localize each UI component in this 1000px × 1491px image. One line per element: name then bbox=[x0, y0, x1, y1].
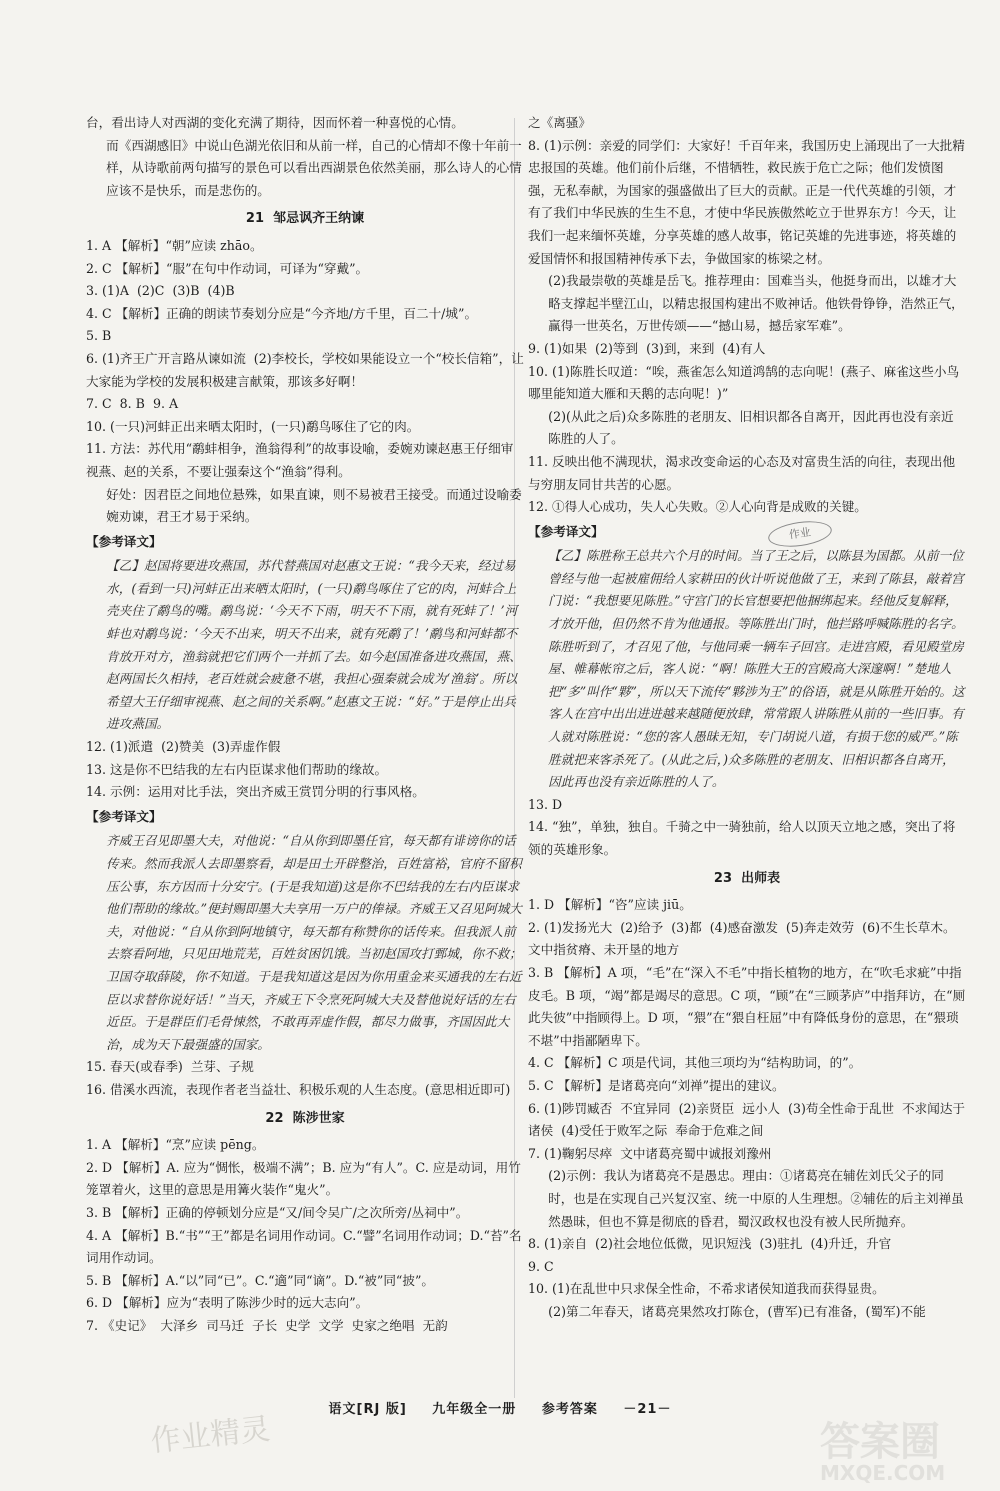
left-column bbox=[86, 112, 524, 1337]
answer-line: 7. C 8. B 9. A bbox=[86, 396, 179, 412]
answer-line: 12. ①得人心成功，失人心失败。②人心向背是成败的关键。 bbox=[528, 499, 867, 515]
answer-line: 5. C 【解析】是诸葛亮向“刘禅”提出的建议。 bbox=[528, 1077, 785, 1093]
reference-translation-label: 【参考译文】 bbox=[528, 523, 604, 539]
answer-line: 好处：因君臣之间地位悬殊，如果直谏，则不易被君王接受。而通过设喻委婉劝谏，君王才易于采纳。 bbox=[106, 486, 522, 525]
translation-paragraph: 【乙】陈胜称王总共六个月的时间。当了王之后，以陈县为国都。从前一位曾经与他一起被雇佣给人家耕田的伙计听说他做了王，来到了陈县，敲着宫门说：“我想要见陈胜。”守宫门的长官想要把他捆绑起来。经他反复解释，才放开他，但仍然不肯为他通报。等陈胜出门时，他拦路呼喊陈胜的名字。陈胜听到了，才召见了他，与他同乘一辆车子回宫。走进宫殿，看见殿堂房屋、帷幕帐帘之后，客人说：“啊！陈胜大王的宫殿高大深邃啊！”楚地人把“多”叫作“夥”，所以天下流传“夥涉为王”的俗语，就是从陈胜开始的。这客人在宫中出出进进越来越随便放肆，常常跟人讲陈胜从前的一些旧事。有人就对陈胜说：“您的客人愚昧无知，专门胡说八道，有损于您的威严。”陈胜就把来客杀死了。(从此之后，)众多陈胜的老朋友、旧相识都各自离开，因此再也没有亲近陈胜的人了。 bbox=[548, 548, 965, 790]
answer-line: 台，看出诗人对西湖的变化充满了期待，因而怀着一种喜悦的心情。 bbox=[86, 115, 464, 130]
answer-line: 1. D 【解析】“咨”应读 jiū。 bbox=[528, 897, 692, 913]
answer-line: 8. (1)亲自 (2)社会地位低微，见识短浅 (3)驻扎 (4)升迁，升官 bbox=[528, 1236, 892, 1252]
answer-line: 10. (1)陈胜长叹道：“唉，燕雀怎么知道鸿鹄的志向呢！(燕子、麻雀这些小鸟哪里能知道大雁和天鹅的志向呢！)” bbox=[528, 363, 960, 402]
answer-line: 4. A 【解析】B.“书”“王”都是名词用作动词。C.“譬”名词用作动词；D.“苔”名词用作动词。 bbox=[86, 1227, 522, 1266]
footer-page-number: －21－ bbox=[623, 1402, 672, 1417]
section-heading: 21 邹忌讽齐王纳谏 bbox=[245, 211, 365, 227]
answer-line: 6. (1)齐王广开言路从谏如流 (2)李校长，学校如果能设立一个“校长信箱”，让大家能为学校的发展积极建言献策，那该多好啊！ bbox=[86, 350, 524, 389]
footer-grade: 九年级全一册 bbox=[432, 1402, 517, 1417]
answer-line: 15. 春天(或春季) 兰芽、子规 bbox=[86, 1059, 254, 1075]
answer-line: 7. 《史记》 大泽乡 司马迁 子长 史学 文学 史家之绝唱 无韵 bbox=[86, 1317, 448, 1333]
section-heading: 23 出师表 bbox=[713, 870, 781, 886]
translation-paragraph: 齐威王召见即墨大夫，对他说：“自从你到即墨任官，每天都有诽谤你的话传来。然而我派人去即墨察看，却是田土开辟整治，百姓富裕，官府不留积压公事，东方因而十分安宁。(于是我知道)这是你不巴结我的左右内臣谋求他们帮助的缘故。”便封赐即墨大夫享用一万户的俸禄。齐威王又召见阿城大夫，对他说：“自从你到阿地镇守，每天都有称赞你的话传来。但我派人前去察看阿地，只见田地荒芜，百姓贫困饥饿。当初赵国攻打鄄城，你不救；卫国夺取薛陵，你不知道。于是我知道这是因为你用重金来买通我的左右近臣以求替你说好话！”当天，齐威王下令烹死阿城大夫及替他说好话的左右近臣。于是群臣们毛骨悚然，不敢再弄虚作假，都尽力做事，齐国因此大治，成为天下最强盛的国家。 bbox=[106, 833, 522, 1052]
answer-line: 10. (一只)河蚌正出来晒太阳时，(一只)鹬鸟啄住了它的肉。 bbox=[86, 418, 420, 434]
answer-line: 13. 这是你不巴结我的左右内臣谋求他们帮助的缘故。 bbox=[86, 761, 388, 777]
right-column bbox=[528, 112, 966, 1323]
answer-line: 8. (1)示例：亲爱的同学们：大家好！千百年来，我国历史上涌现出了一大批精忠报国的英雄。他们前仆后继，不惜牺牲，救民族于危亡之际；他们发愤图强，无私奉献，为国家的强盛做出了巨大的贡献。正是一代代英雄的引领，才有了我们中华民族的生生不息，才使中华民族傲然屹立于世界东方！今天，让我们一起来缅怀英雄，分享英雄的感人故事，铭记英雄的先进事迹，将英雄的爱国情怀和报国精神传承下去，争做国家的栋梁之材。 bbox=[528, 137, 965, 266]
answer-line: 3. (1)A (2)C (3)B (4)B bbox=[86, 283, 235, 299]
answer-line: 4. C 【解析】正确的朗读节奏划分应是“今齐地/方千里，百二十/城”。 bbox=[86, 305, 478, 321]
answer-line: 9. (1)如果 (2)等到 (3)到，来到 (4)有人 bbox=[528, 340, 766, 356]
answer-line: 6. (1)陟罚臧否 不宜异同 (2)亲贤臣 远小人 (3)苟全性命于乱世 不求闻达于诸侯 (4)受任于败军之际 奉命于危难之间 bbox=[528, 1100, 966, 1139]
answer-line: 1. A 【解析】“烹”应读 pēng。 bbox=[86, 1137, 265, 1153]
answer-line: (2)第二年春天，诸葛亮果然攻打陈仓，(曹军)已有准备，(蜀军)不能 bbox=[548, 1303, 926, 1319]
answer-line: (2)我最崇敬的英雄是岳飞。推荐理由：国难当头，他挺身而出，以雄才大略支撑起半壁江山，以精忠报国构建出不败神话。他铁骨铮铮，浩然正气，赢得一世英名，万世传颂——“撼山易，撼岳家军难”。 bbox=[548, 273, 964, 334]
reference-translation-label: 【参考译文】 bbox=[86, 808, 162, 824]
watermark-logo-text: 答案圈 bbox=[820, 1419, 940, 1465]
answer-line: 10. (1)在乱世中只求保全性命，不希求诸侯知道我而获得显贵。 bbox=[528, 1281, 885, 1297]
answer-line: 14. “独”，单独，独自。千骑之中一骑独前，给人以顶天立地之感，突出了将领的英雄形象。 bbox=[528, 819, 956, 857]
answer-line: 3. B 【解析】正确的停顿划分应是“又/间令吴广/之次所旁/丛祠中”。 bbox=[86, 1204, 469, 1220]
answer-line: 7. (1)鞠躬尽瘁 文中诸葛亮蜀中诚报刘豫州 bbox=[528, 1145, 772, 1161]
answer-line: 3. B 【解析】A 项，“毛”在“深入不毛”中指长植物的地方，在“吹毛求疵”中指皮毛。B 项，“竭”都是竭尽的意思。C 项，“顾”在“三顾茅庐”中指拜访，在“厕此失彼”中指顾得上。D 项，“猥”在“猥自枉屈”中有降低身份的意思，在“猥琐不堪”中指鄙陋卑下。 bbox=[528, 964, 966, 1048]
answer-line: 而《西湖感旧》中说山色湖光依旧和从前一样，自己的心情却不像十年前一样，从诗歌前两句描写的景色可以看出西湖景色依然美丽，那么诗人的心情应该不是快乐，而是悲伤的。 bbox=[106, 137, 522, 198]
answer-line: 2. (1)发扬光大 (2)给予 (3)都 (4)感奋激发 (5)奔走效劳 (6)不生长草木。文中指贫瘠、未开垦的地方 bbox=[528, 919, 956, 958]
answer-line: (2)示例：我认为诸葛亮不是愚忠。理由：①诸葛亮在辅佐刘氏父子的同时，也是在实现自己兴复汉室、统一中原的人生理想。②辅佐的后主刘禅虽然愚昧，但也不算是彻底的昏君，蜀汉政权也没有被人民所抛弃。 bbox=[548, 1168, 964, 1229]
watermark-url: MXQE.COM bbox=[820, 1461, 946, 1485]
watermark-right bbox=[820, 1410, 960, 1485]
translation-paragraph: 【乙】赵国将要进攻燕国，苏代替燕国对赵惠文王说：“我今天来，经过易水，(看到一只)河蚌正出来晒太阳时，(一只)鹬鸟啄住了它的肉，河蚌合上壳夹住了鹬鸟的嘴。鹬鸟说：‘今天不下雨，明天不下雨，就有死蚌了！’河蚌也对鹬鸟说：‘今天不出来，明天不出来，就有死鹬了！’鹬鸟和河蚌都不肯放开对方，渔翁就把它们两个一并抓了去。如今赵国准备进攻燕国，燕、赵两国长久相持，老百姓就会疲惫不堪，我担心强秦就会成为‘渔翁’。所以希望大王仔细审视燕、赵之间的关系啊。”赵惠文王说：“好。”于是停止出兵进攻燕国。 bbox=[106, 558, 522, 732]
answer-line: 11. 反映出他不满现状，渴求改变命运的心态及对富贵生活的向往，表现出他与穷朋友同甘共苦的心愿。 bbox=[528, 453, 956, 492]
answer-line: 14. 示例：运用对比手法，突出齐威王赏罚分明的行事风格。 bbox=[86, 784, 425, 800]
answer-line: 13. D bbox=[528, 796, 563, 812]
stamp-mark: 作业 bbox=[767, 518, 834, 551]
answer-line: 16. 借溪水西流，表现作者老当益壮、积极乐观的人生态度。(意思相近即可) bbox=[86, 1081, 511, 1097]
answer-line: 1. A 【解析】“朝”应读 zhāo。 bbox=[86, 237, 263, 253]
answer-line: 4. C 【解析】C 项是代词，其他三项均为“结构助词，的”。 bbox=[528, 1055, 862, 1071]
footer-subject: 语文[RJ 版] bbox=[328, 1402, 407, 1417]
answer-line: 6. D 【解析】应为“表明了陈涉少时的远大志向”。 bbox=[86, 1295, 369, 1311]
answer-line: 2. D 【解析】A. 应为“惆怅，极端不满”；B. 应为“有人”。C. 应是动词，用竹笼罩着火，这里的意思是用篝火装作“鬼火”。 bbox=[86, 1159, 521, 1198]
answer-line: 2. C 【解析】“服”在句中作动词，可译为“穿戴”。 bbox=[86, 260, 369, 276]
section-heading: 22 陈涉世家 bbox=[265, 1110, 345, 1126]
answer-line: 9. C bbox=[528, 1258, 554, 1274]
answer-line: 12. (1)派遣 (2)赞美 (3)弄虚作假 bbox=[86, 739, 281, 755]
answer-line: 5. B 【解析】A.“以”同“已”。C.“適”同“谪”。D.“被”同“披”。 bbox=[86, 1272, 434, 1288]
watermark-left: 作业精灵 bbox=[148, 1411, 272, 1460]
answer-line: 5. B bbox=[86, 328, 112, 344]
reference-translation-label: 【参考译文】 bbox=[86, 533, 162, 549]
answer-line: 11. 方法：苏代用“鹬蚌相争，渔翁得利”的故事设喻，委婉劝谏赵惠王仔细审视燕、赵的关系，不要让强秦这个“渔翁”得利。 bbox=[86, 441, 514, 479]
answer-line: (2)(从此之后)众多陈胜的老朋友、旧相识都各自离开，因此再也没有亲近陈胜的人了。 bbox=[548, 408, 954, 447]
footer-section: 参考答案 bbox=[541, 1402, 598, 1417]
answer-line: 之《离骚》 bbox=[528, 115, 591, 130]
